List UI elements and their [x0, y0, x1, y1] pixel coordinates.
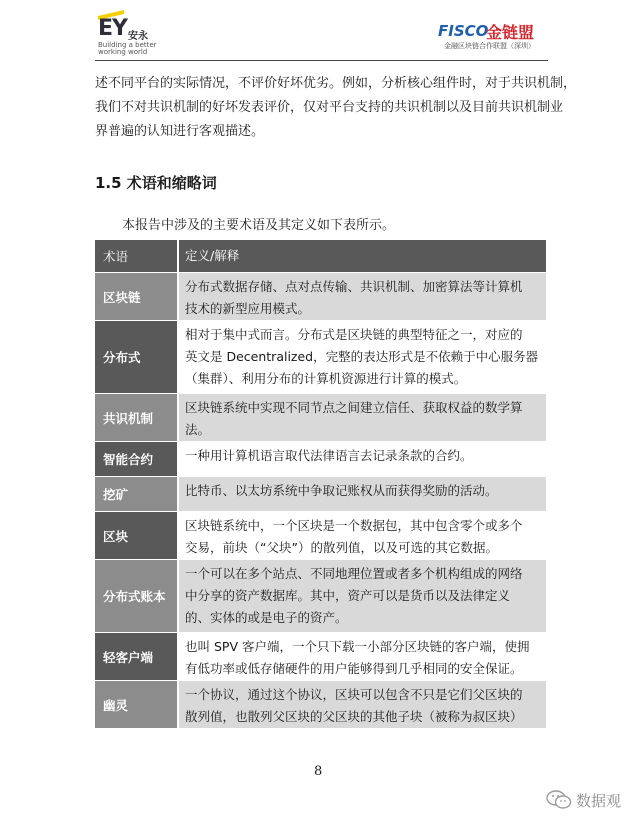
term-cell: 分布式账本 [95, 560, 179, 632]
header-term: 术语 [95, 240, 179, 272]
fisco-subtitle: 金融区块链合作联盟（深圳） [444, 42, 535, 50]
definition-cell [179, 321, 546, 393]
term-cell: 幽灵 [95, 681, 179, 728]
term-cell: 分布式 [95, 321, 179, 393]
definition-line: 也叫 SPV 客户端，一个只下载一小部分区块链的客户端，使拥 [185, 639, 530, 654]
definition-line: 区块链系统中实现不同节点之间建立信任、获取权益的数学算 [185, 400, 523, 415]
definition-line: 的、实体的或是电子的资产。 [185, 610, 348, 625]
definition-line: 区块链系统中，一个区块是一个数据包，其中包含零个或多个 [185, 518, 523, 533]
definition-line: 分布式数据存储、点对点传输、共识机制、加密算法等计算机 [185, 279, 523, 294]
term-cell: 智能合约 [95, 442, 179, 476]
definition-line: 英文是 Decentralized，完整的表达形式是不依赖于中心服务器 [185, 349, 539, 364]
body-paragraph [95, 72, 577, 144]
table-row [95, 273, 546, 321]
paragraph-line: 我们不对共识机制的好坏发表评价，仅对平台支持的共识机制以及目前共识机制业 [95, 100, 564, 115]
table-header-row [95, 240, 546, 273]
table-intro: 本报告中涉及的主要术语及其定义如下表所示。 [122, 218, 396, 233]
table-row [95, 512, 546, 560]
watermark [546, 788, 636, 812]
definition-line: 比特币、以太坊系统中争取记账权从而获得奖励的活动。 [185, 483, 498, 498]
definition-cell [179, 633, 546, 680]
term-cell: 挖矿 [95, 477, 179, 511]
definition-line: 中分享的资产数据库。其中，资产可以是货币以及法律定义 [185, 588, 511, 603]
ey-tagline-line: working world [98, 48, 148, 56]
wechat-icon [546, 790, 572, 810]
ey-tagline-line: Building a better [98, 41, 157, 49]
ey-tagline [98, 42, 168, 56]
table-row [95, 681, 546, 729]
term-cell: 区块 [95, 512, 179, 559]
ey-logo [98, 10, 174, 60]
fisco-word: FISCO [438, 22, 489, 40]
term-cell: 轻客户端 [95, 633, 179, 680]
definition-line: 技术的新型应用模式。 [185, 301, 311, 316]
paragraph-line: 界普遍的认知进行客观描述。 [95, 124, 265, 139]
table-row [95, 321, 546, 394]
page-number: 8 [314, 764, 323, 779]
page-header [0, 0, 640, 62]
term-cell: 区块链 [95, 273, 179, 320]
term-cell: 共识机制 [95, 394, 179, 441]
definition-line: 一个可以在多个站点、不同地理位置或者多个机构组成的网络 [185, 566, 523, 581]
definition-cell [179, 560, 546, 632]
definition-line: 一个协议，通过这个协议，区块可以包含不只是它们父区块的 [185, 687, 523, 702]
fisco-cn: 金链盟 [486, 23, 535, 42]
table-row [95, 633, 546, 681]
definition-cell [179, 394, 546, 441]
ey-logo-letters: EY [98, 16, 127, 41]
header-definition: 定义/解释 [185, 248, 240, 263]
definition-cell [179, 477, 546, 511]
definition-line: （集群）、利用分布的计算机资源进行计算的模式。 [185, 371, 467, 386]
definition-line: 相对于集中式而言。分布式是区块链的典型特征之一，对应的 [185, 327, 523, 342]
definition-cell [179, 512, 546, 559]
definition-line: 一种用计算机语言取代法律语言去记录条款的合约。 [185, 448, 473, 463]
paragraph-line: 述不同平台的实际情况，不评价好坏优劣。例如，分析核心组件时，对于共识机制， [95, 76, 577, 91]
definition-cell [179, 273, 546, 320]
fisco-logo [438, 22, 548, 52]
terms-table [95, 240, 546, 729]
watermark-text: 数据观 [576, 792, 622, 810]
definition-cell [179, 681, 546, 728]
definition-cell [179, 442, 546, 476]
definition-line: 有低功率或低存储硬件的用户能够得到几乎相同的安全保证。 [185, 661, 523, 676]
header-divider [95, 60, 548, 61]
definition-line: 法。 [185, 422, 211, 437]
table-row [95, 442, 546, 477]
section-heading: 1.5 术语和缩略词 [95, 174, 217, 192]
table-row [95, 394, 546, 442]
definition-line: 交易，前块（“父块”）的散列值，以及可选的其它数据。 [185, 540, 498, 555]
ey-logo-cn: 安永 [128, 31, 148, 42]
definition-line: 散列值，也散列父区块的父区块的其他子块（被称为叔区块） [185, 709, 523, 724]
table-row [95, 477, 546, 512]
table-row [95, 560, 546, 633]
